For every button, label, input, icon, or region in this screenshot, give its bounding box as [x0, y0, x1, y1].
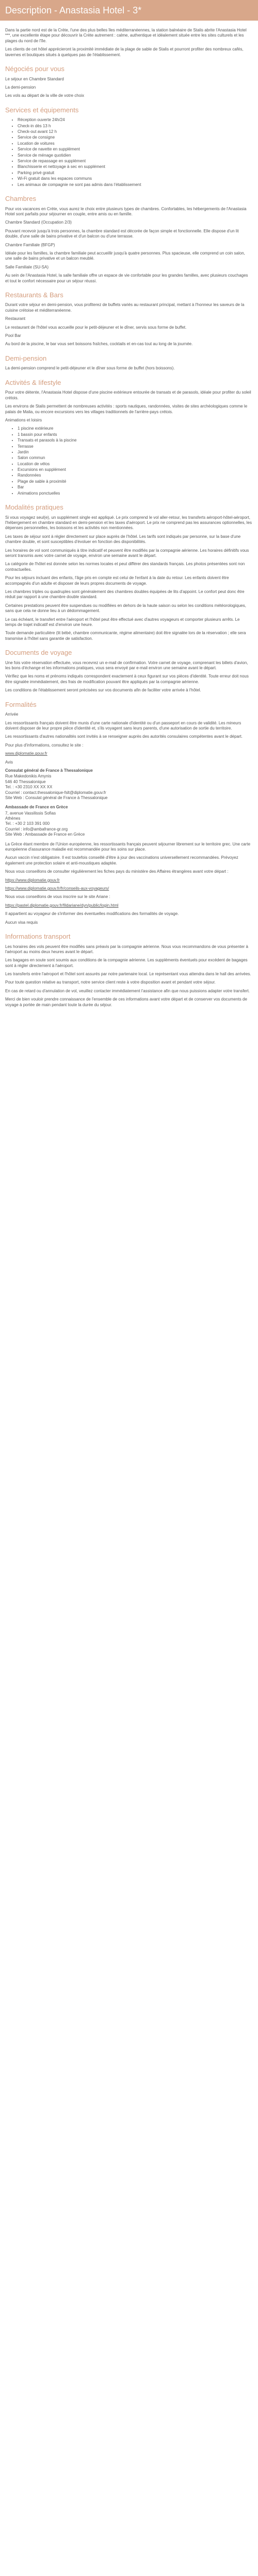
- embassy-address: [5, 811, 252, 838]
- transport-paragraph: Les transferts entre l'aéroport et l'hôtel sont assurés par notre partenaire local. Le représentant vous attendra dans le hall des arrivées.: [5, 972, 251, 977]
- diplomatie-link[interactable]: https://www.diplomatie.gouv.fr: [5, 877, 60, 883]
- transport-paragraph: Les bagages en soute sont soumis aux conditions de la compagnie aérienne. Les suppléments éventuels pour excédent de bagages sont à régler directement à l'aéroport.: [5, 958, 248, 968]
- room-type-family: Chambre Familiale (BFGP): [5, 242, 55, 247]
- room-description: Au sein de l'Anastasia Hotel, la salle familiale offre un espace de vie confortable pour les grandes familles, avec plusieurs couchages et tout le confort nécessaire pour un séjour réussi.: [5, 273, 248, 283]
- list-item: • Service de consigne: [18, 135, 252, 140]
- list-item: • Randonnées: [18, 473, 252, 478]
- rooms-intro: Pour vos vacances en Crète, vous aurez le choix entre plusieurs types de chambres. Confortables, les hébergements de l'Anastasia Hotel sont parfaits pour séjourner en couple, entre amis ou en famille.: [5, 206, 247, 216]
- list-item: • Blanchisserie et nettoyage à sec en supplément: [18, 164, 252, 170]
- section-terms-title: Modalités pratiques: [5, 503, 63, 512]
- consulate-title: Consulat général de France à Thessalonique: [5, 768, 93, 773]
- consulate-line: Rue Makedonikis Amynis: [5, 774, 52, 779]
- list-item: • Excursions en supplément: [18, 467, 252, 472]
- terms-paragraph: La catégorie de l'hôtel est donnée selon les normes locales et peut différer des standards français. Les photos présentées sont non contractuelles.: [5, 562, 245, 572]
- terms-paragraph: Les chambres triples ou quadruples sont généralement des chambres doubles équipées de lits d'appoint. Le confort peut donc être réduit par rapport à une chambre double standard.: [5, 589, 245, 600]
- list-item: • Check-in dès 13 h: [18, 124, 252, 129]
- list-item: • Bar: [18, 485, 252, 490]
- list-item: • Plage de sable à proximité: [18, 479, 252, 484]
- room-description: Idéale pour les familles, la chambre familiale peut accueillir jusqu'à quatre personnes. Plus spacieuse, elle comprend un coin salon, une salle de bains privative et un balcon meublé.: [5, 250, 245, 261]
- room-description: Pouvant recevoir jusqu'à trois personnes, la chambre standard est décorée de façon simple et fonctionnelle. Elle dispose d'un lit double, d'une salle de bains privative et d'un balcon ou d'une terrasse.: [5, 228, 239, 239]
- list-item: • 1 piscine extérieure: [18, 426, 252, 431]
- section-transport-title: Informations transport: [5, 932, 71, 940]
- travel-advice-link[interactable]: https://www.diplomatie.gouv.fr/fr/conseils-aux-voyageurs/: [5, 886, 109, 891]
- list-item: • Wi-Fi gratuit dans les espaces communs: [18, 176, 252, 181]
- diplomatie-link[interactable]: www.diplomatie.gouv.fr: [5, 751, 47, 756]
- transport-paragraph: Pour toute question relative au transport, notre service client reste à votre disposition avant et pendant votre séjour.: [5, 980, 216, 985]
- ariane-link[interactable]: https://pastel.diplomatie.gouv.fr/fildariane/dyn/public/login.html: [5, 903, 119, 908]
- transport-paragraph: Merci de bien vouloir prendre connaissance de l'ensemble de ces informations avant votre départ et de conserver vos documents de voyage à portée de main pendant toute la durée du séjour.: [5, 997, 247, 1007]
- terms-paragraph: Les taxes de séjour sont à régler directement sur place auprès de l'hôtel. Les tarifs sont indiqués par personne, sur la base d'une chambre double, et sont susceptibles d'évoluer en fonction des disponibilités.: [5, 534, 241, 545]
- section-activities-title: Activités & Iifestyle: [5, 378, 61, 386]
- activities-list: [5, 426, 252, 496]
- halfboard-description: La demi-pension comprend le petit-déjeuner et le dîner sous forme de buffet (hors boissons).: [5, 366, 175, 371]
- list-item: • Salon commun: [18, 455, 252, 461]
- embassy-title: Ambassade de France en Grèce: [5, 805, 68, 810]
- section-services-title: Services et équipements: [5, 106, 79, 114]
- restaurant-name: Restaurant: [5, 316, 26, 321]
- terms-paragraph: Toute demande particulière (lit bébé, chambre communicante, régime alimentaire) doit être signalée lors de la réservation ; elle sera transmise à l'hôtel sans garantie de satisfaction.: [5, 631, 246, 641]
- consulate-line: Site Web : Consulat général de France à Thessalonique: [5, 795, 108, 800]
- section-rooms-title: Chambres: [5, 195, 36, 202]
- terms-paragraph: Pour les séjours incluant des enfants, l'âge pris en compte est celui de l'enfant à la date du retour. Les enfants doivent être accompagnés d'un adulte et disposer de leurs propres documents de voyage.: [5, 575, 229, 586]
- list-item: • Check-out avant 12 h: [18, 129, 252, 134]
- section-documents-title: Documents de voyage: [5, 649, 72, 657]
- documents-paragraph: Vérifiez que les noms et prénoms indiqués correspondent exactement à ceux figurant sur vos pièces d'identité. Toute erreur doit nous être signalée immédiatement, des frais de modification pouvant être appliqués par la compagnie aérienne.: [5, 674, 249, 684]
- bar-description: Au bord de la piscine, le bar vous sert boissons fraîches, cocktails et en-cas tout au long de la journée.: [5, 342, 193, 347]
- section-dining-title: Restaurants & Bars: [5, 291, 63, 299]
- list-item: • Animations ponctuelles: [18, 491, 252, 496]
- list-item: • Parking privé gratuit: [18, 171, 252, 176]
- list-item: • 1 bassin pour enfants: [18, 432, 252, 437]
- dining-intro: Durant votre séjour en demi-pension, vous profiterez de buffets variés au restaurant principal, mettant à l'honneur les saveurs de la cuisine crétoise et méditerranéenne.: [5, 302, 245, 313]
- intro-paragraph-1: Dans la partie nord est de la Crète, l'une des plus belles îles méditerranéennes, la station balnéaire de Stalis abrite l'Anastasia Hotel ***, une excellente étape pour découvrir la Crète autrement : calme, authentique et idéalement située entre les sites culturels et les plages du nord de l'île.: [5, 28, 247, 43]
- list-item: • Service de ménage quotidien: [18, 153, 252, 158]
- description-content: [0, 21, 258, 1021]
- list-item: • Réception ouverte 24h/24: [18, 117, 252, 123]
- embassy-line: 7, avenue Vassilissis Sofias: [5, 810, 56, 816]
- formalities-paragraph: Il appartient au voyageur de s'informer des éventuelles modifications des formalités de voyage.: [5, 911, 179, 917]
- documents-paragraph: Les conditions de l'établissement seront précisées sur vos documents afin de faciliter votre arrivée à l'hôtel.: [5, 688, 201, 693]
- list-item: • Service de navette en supplément: [18, 147, 252, 152]
- embassy-line: Courriel : info@ambafrance-gr.org: [5, 826, 68, 832]
- terms-paragraph: Les horaires de vol sont communiqués à titre indicatif et peuvent être modifiés par la compagnie aérienne. Les horaires définitifs vous seront transmis avec votre carnet de voyage, environ une semaine avant le départ.: [5, 548, 249, 558]
- formalities-paragraph: Pour plus d'informations, consultez le site :: [5, 742, 84, 748]
- restaurant-description: Le restaurant de l'hôtel vous accueille pour le petit-déjeuner et le dîner, servis sous forme de buffet.: [5, 325, 187, 330]
- embassy-line: Athènes: [5, 816, 21, 821]
- formalities-paragraph: Les ressortissants français doivent être munis d'une carte nationale d'identité ou d'un passeport en cours de validité. Les mineurs doivent disposer de leur propre pièce d'identité et, s'ils voyagent sans leurs parents, d'une autorisation de sortie du territoire.: [5, 720, 241, 731]
- transport-paragraph: Les horaires des vols peuvent être modifiés sans préavis par la compagnie aérienne. Nous vous recommandons de vous présenter à l'aéroport au moins deux heures avant le départ.: [5, 944, 248, 954]
- list-item: • Transats et parasols à la piscine: [18, 438, 252, 443]
- consulate-address: [5, 774, 252, 801]
- list-item: • Les animaux de compagnie ne sont pas admis dans l'établissement: [18, 182, 252, 188]
- section-halfboard-title: Demi-pension: [5, 354, 47, 362]
- terms-paragraph: Certaines prestations peuvent être suspendues ou modifiées en dehors de la haute saison ou selon les conditions météorologiques, sans que cela ne donne lieu à un dédommagement.: [5, 603, 246, 614]
- formalities-paragraph: Nous vous conseillons de vous inscrire sur le site Ariane :: [5, 894, 110, 900]
- room-type-family-room: Salle Familiale (SU-SA): [5, 264, 49, 269]
- list-item: • Service de repassage en supplément: [18, 159, 252, 164]
- services-list: [5, 117, 252, 188]
- page-title: Description - Anastasia Hotel - 3*: [0, 0, 258, 21]
- embassy-line: Site Web : Ambassade de France en Grèce: [5, 832, 85, 837]
- activities-paragraph: Pour votre détente, l'Anastasia Hotel dispose d'une piscine extérieure entourée de transats et de parasols, idéale pour profiter du soleil crétois.: [5, 390, 251, 400]
- formalities-subtitle: Arrivée: [5, 712, 19, 717]
- list-item: • Terrasse: [18, 444, 252, 449]
- room-type-standard: Chambre Standard (Occupation 2/3): [5, 220, 72, 225]
- activities-subtitle: Animations et loisirs: [5, 417, 42, 422]
- list-item: • Location de vélos: [18, 462, 252, 467]
- terms-paragraph: Si vous voyagez seul(e), un supplément single est appliqué. Le prix comprend le vol aller-retour, les transferts aéroport-hôtel-aéroport, l'hébergement en chambre standard en demi-pension et les taxes d'aéroport. Le prix ne comprend pas les assurances optionnelles, les dépenses personnelles, les boissons et les activités non mentionnées.: [5, 515, 252, 531]
- formalities-paragraph: Aucun vaccin n'est obligatoire. Il est toutefois conseillé d'être à jour des vaccinations universellement recommandées. Prévoyez également une protection solaire et anti-moustiques adaptée.: [5, 855, 238, 866]
- list-item: • Jardin: [18, 450, 252, 455]
- bar-name: Pool Bar: [5, 333, 21, 338]
- section-formalities-title: Formalités: [5, 700, 37, 708]
- documents-paragraph: Une fois votre réservation effectuée, vous recevrez un e-mail de confirmation. Votre carnet de voyage, comprenant les billets d'avion, les bons d'échange et les informations pratiques, vous sera envoyé par e-mail environ une semaine avant le départ.: [5, 660, 248, 671]
- embassy-line: Tel. : +30 2 103 391 000: [5, 821, 50, 826]
- formalities-paragraph: Les ressortissants d'autres nationalités sont invités à se renseigner auprès des autorités consulaires compétentes avant le départ.: [5, 734, 243, 739]
- terms-paragraph: Le cas échéant, le transfert entre l'aéroport et l'hôtel peut être effectué avec d'autres voyageurs et comporter plusieurs arrêts. Le temps de trajet indicatif est d'environ une heure.: [5, 617, 240, 627]
- included-item: Les vols au départ de la ville de votre choix: [5, 93, 84, 98]
- formalities-paragraph: Nous vous conseillons de consulter régulièrement les fiches pays du ministère des Affaires étrangères avant votre départ :: [5, 869, 229, 874]
- activities-paragraph: Les environs de Stalis permettent de nombreuses activités : sports nautiques, randonnées, visites de sites archéologiques comme le palais de Malia, ou encore excursions vers les villages traditionnels de l'arrière-pays crétois.: [5, 404, 248, 414]
- included-item: La demi-pension: [5, 84, 36, 90]
- section-included-title: Négociés pour vous: [5, 64, 64, 73]
- page: [0, 0, 258, 1021]
- formalities-paragraph: La Grèce étant membre de l'Union européenne, les ressortissants français peuvent séjourner librement sur le territoire grec. Une carte européenne d'assurance maladie est recommandée pour les soins sur place.: [5, 841, 251, 852]
- intro-paragraph-2: Les clients de cet hôtel apprécieront la proximité immédiate de la plage de sable de Stalis et pourront profiter des nombreux cafés, tavernes et boutiques situés à quelques pas de l'établissement.: [5, 47, 244, 57]
- included-item: Le séjour en Chambre Standard: [5, 76, 64, 81]
- consulate-line: 546 40 Thessalonique: [5, 779, 46, 784]
- consulate-line: Tel. : +30 2310 XX XX XX: [5, 785, 53, 790]
- consulate-line: Courriel : contact.thessalonique-fslt@diplomatie.gouv.fr: [5, 790, 106, 795]
- visa-note: Aucun visa requis: [5, 920, 38, 925]
- list-item: • Location de voitures: [18, 141, 252, 146]
- formalities-paragraph: Avis: [5, 759, 13, 765]
- transport-paragraph: En cas de retard ou d'annulation de vol, veuillez contacter immédiatement l'assistance afin que nous puissions adapter votre transfert.: [5, 988, 250, 993]
